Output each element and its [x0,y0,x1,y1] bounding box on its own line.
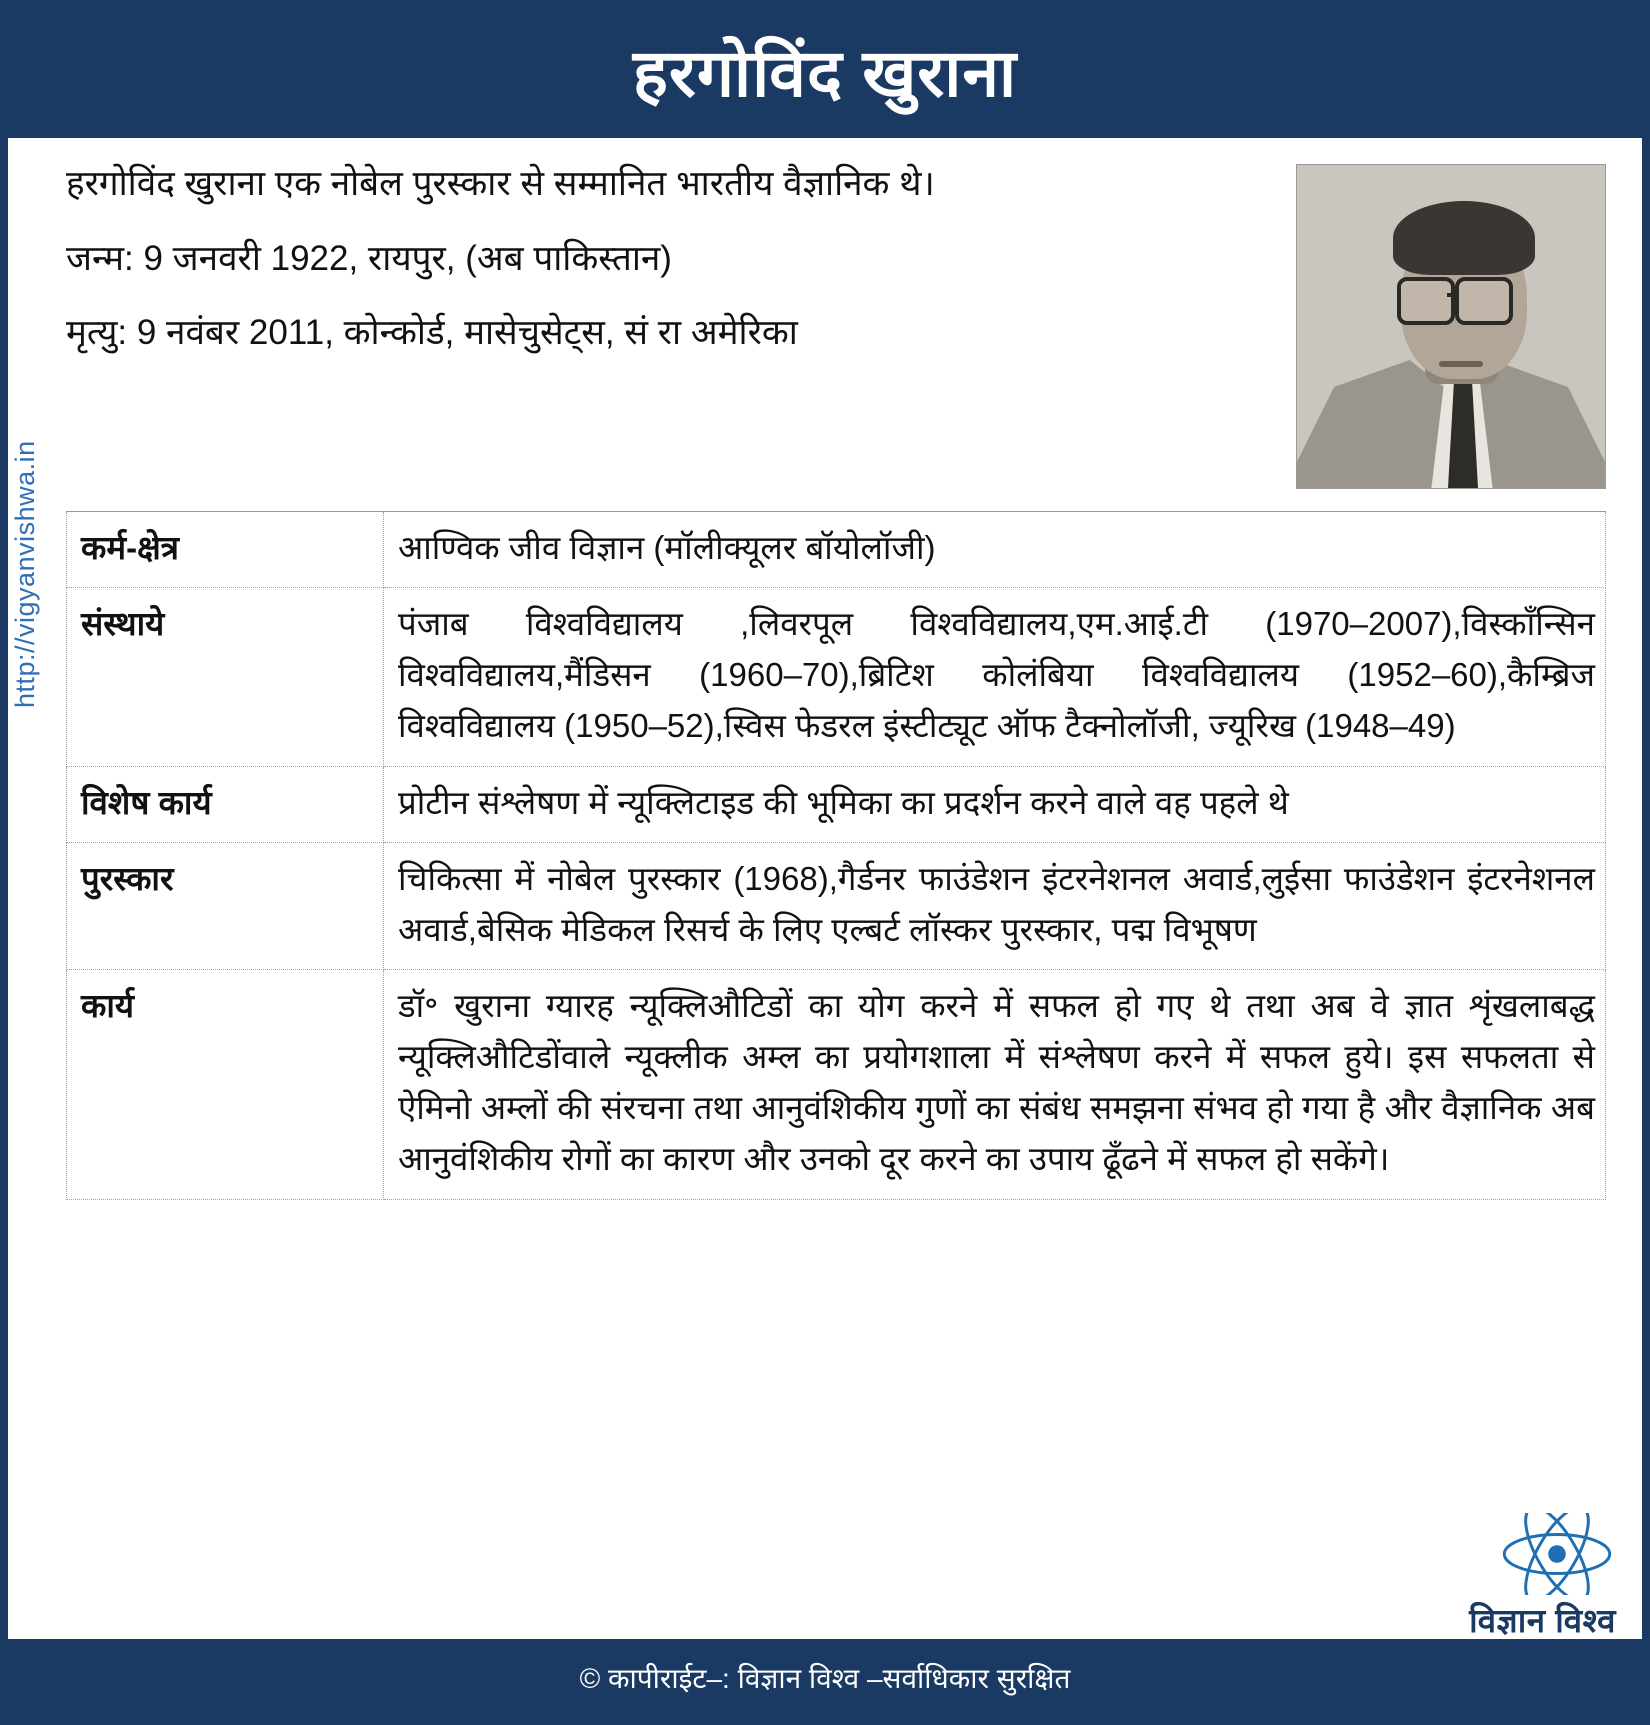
table-row [67,588,1606,766]
row-value-institutions: पंजाब विश्वविद्यालय ,लिवरपूल विश्वविद्यालय,एम.आई.टी (1970–2007),विस्कॉंन्सिन विश्वविद्यालय,मैंडिसन (1960–70),ब्रिटिश कोलंबिया विश्वविद्यालय (1952–60),कैम्ब्रिज विश्वविद्यालय (1950–52),स्विस फेडरल इंस्टीट्यूट ऑफ टैक्नोलॉजी, ज्यूरिख (1948–49) [384,588,1606,766]
row-label-special-work: विशेष कार्य [67,766,384,842]
logo-text: विज्ञान विश्व [1469,1602,1616,1639]
details-table [66,511,1606,1200]
death-line: मृत्यु: 9 नवंबर 2011, कोन्कोर्ड, मासेचुसेट्स, सं रा अमेरिका [66,313,798,353]
intro-section [66,156,1606,501]
row-label-work: कार्य [67,969,384,1199]
row-value-field: आण्विक जीव विज्ञान (मॉलीक्यूलर बॉयोलॉजी) [384,512,1606,588]
row-label-institutions: संस्थाये [67,588,384,766]
atom-icon [1498,1513,1616,1595]
row-label-awards: पुरस्कार [67,842,384,969]
row-value-work: डॉ॰ खुराना ग्यारह न्यूक्लिऔटिडों का योग करने में सफल हो गए थे तथा अब वे ज्ञात शृंखलाबद्ध न्यूक्लिऔटिडोंवाले न्यूक्लीक अम्ल का प्रयोगशाला में संश्लेषण करने में सफल हुये। इस सफलता से ऐमिनो अम्लों की संरचना तथा आनुवंशिकीय गुणों का संबंध समझना संभव हो गया है और वैज्ञानिक अब आनुवंशिकीय रोगों का कारण और उनको दूर करने का उपाय ढूँढने में सफल हो सकेंगे। [384,969,1606,1199]
table-row [67,842,1606,969]
table-row [67,969,1606,1199]
page-footer [8,1639,1642,1717]
birth-line: जन्म: 9 जनवरी 1922, रायपुर, (अब पाकिस्तान) [66,238,672,278]
site-url-watermark[interactable]: http://vigyanvishwa.in [10,440,40,708]
row-value-special-work: प्रोटीन संश्लेषण में न्यूक्लिटाइड की भूमिका का प्रदर्शन करने वाले वह पहले थे [384,766,1606,842]
row-label-field: कर्म-क्षेत्र [67,512,384,588]
copyright-text: © कापीराईट–: विज्ञान विश्व –सर्वाधिकार सुरक्षित [579,1663,1071,1694]
page-header [8,8,1642,138]
table-row [67,766,1606,842]
table-row [67,512,1606,588]
row-value-awards: चिकित्सा में नोबेल पुरस्कार (1968),गैर्डनर फाउंडेशन इंटरनेशनल अवार्ड,लुईसा फाउंडेशन इंटरनेशनल अवार्ड,बेसिक मेडिकल रिसर्च के लिए एल्बर्ट लॉस्कर पुरस्कार, पद्म विभूषण [384,842,1606,969]
page-title: हरगोविंद खुराना [632,35,1018,110]
brand-logo [1366,1513,1616,1639]
portrait-photo [1296,164,1606,489]
intro-summary: हरगोविंद खुराना एक नोबेल पुरस्कार से सम्मानित भारतीय वैज्ञानिक थे। [66,164,935,203]
page-content [8,138,1642,1200]
